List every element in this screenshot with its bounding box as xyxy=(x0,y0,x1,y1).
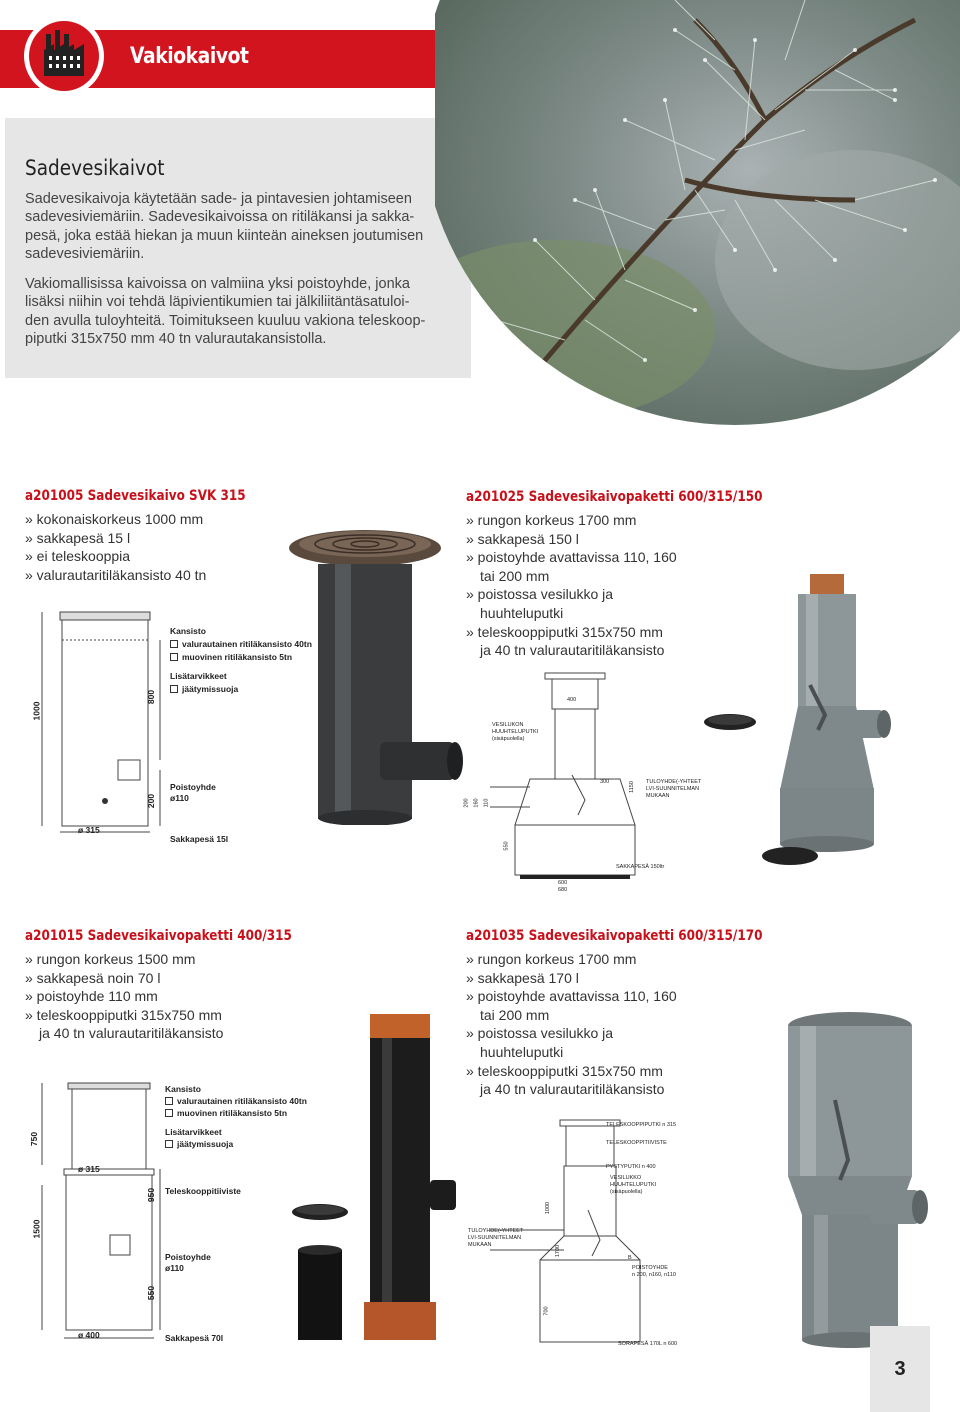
bullet-continuation: ja 40 tn valurautaritiläkansisto xyxy=(39,1025,224,1042)
bullet-continuation: tai 200 mm xyxy=(480,1006,550,1023)
product-title: a201005 Sadevesikaivo SVK 315 xyxy=(25,488,246,504)
drawing-option: muovinen ritiläkansisto 5tn xyxy=(165,1108,287,1118)
product-photo-400-315 xyxy=(290,1010,460,1355)
text-line: den avulla tuloyhteitä. Toimitukseen kuuluu vakiona teleskoop- xyxy=(25,312,426,329)
product-photo-600-315-150 xyxy=(700,570,945,870)
drawing-label: HUUHTELUPUTKI xyxy=(610,1182,657,1188)
text-line: pesä, joka estää hiekan ja muun kiinteän aineksen joutumisen xyxy=(25,227,424,244)
dimension-label: 200 xyxy=(463,798,470,808)
dimension-label: 950 xyxy=(146,1187,157,1203)
drawing-label: n 200, n160, n110 xyxy=(632,1272,676,1278)
bullet: » teleskooppiputki 315x750 mm xyxy=(25,1006,222,1023)
drawing-label: Sakkapesä 15l xyxy=(170,834,229,844)
drawing-option: muovinen ritiläkansisto 5tn xyxy=(170,652,292,662)
text-line: lisäksi niihin voi tehdä läpivientikumien tai jälkiliitäntäsatuloi- xyxy=(25,294,410,311)
intro-paragraph-2 xyxy=(25,275,455,349)
drawing-option: valurautainen ritiläkansisto 40tn xyxy=(170,639,312,649)
drawing-option: valurautainen ritiläkansisto 40tn xyxy=(165,1096,307,1106)
drawing-label: Teleskooppitiiviste xyxy=(165,1186,241,1196)
drawing-label: HUUHTELUPUTKI xyxy=(492,729,539,735)
drawing-label: Poistoyhde xyxy=(170,782,216,792)
product-photo-600-315-170 xyxy=(720,1010,950,1350)
drawing-label: ø 400 xyxy=(78,1330,100,1340)
text-line: piputki 315x750 mm 40 tn valurautakansistolla. xyxy=(25,331,327,348)
drawing-label: (sisäpuolella) xyxy=(492,736,525,742)
drawing-label: POISTOYHDE xyxy=(632,1265,668,1271)
product-bullets xyxy=(25,950,223,1043)
drawing-label: ø110 xyxy=(165,1263,184,1273)
dimension-label: 680 xyxy=(558,887,568,893)
product-title: a201015 Sadevesikaivopaketti 400/315 xyxy=(25,928,292,944)
drawing-label: Lisätarvikkeet xyxy=(165,1127,222,1137)
page-title: Vakiokaivot xyxy=(130,44,249,69)
text-line: sadevesiviemäriin. xyxy=(25,246,145,263)
drawing-label: Lisätarvikkeet xyxy=(170,671,227,681)
drawing-label: TELESKOOPPITIIVISTE xyxy=(606,1140,667,1146)
bullet-continuation: huuhteluputki xyxy=(480,604,564,621)
product-bullets xyxy=(466,511,677,660)
drawing-label: ø110 xyxy=(170,793,189,803)
bullet: » rungon korkeus 1700 mm xyxy=(466,951,637,967)
intro-paragraph-1 xyxy=(25,190,455,264)
dimension-label: 600 xyxy=(558,880,568,886)
dimension-label: 550 xyxy=(503,841,510,851)
text-line: Sadevesikaivoja käytetään sade- ja pintavesien johtamiseen xyxy=(25,191,412,207)
drawing-label: TULOYHDE(-YHTEET xyxy=(468,1228,524,1234)
product-title: a201035 Sadevesikaivopaketti 600/315/170 xyxy=(466,928,763,944)
dimension-label: 1000 xyxy=(545,1201,552,1215)
product-bullets xyxy=(466,950,677,1099)
bullet-continuation: huuhteluputki xyxy=(480,1043,564,1060)
bullet: » sakkapesä noin 70 l xyxy=(25,969,161,986)
product-title: a201025 Sadevesikaivopaketti 600/315/150 xyxy=(466,489,763,505)
dimension-label: 1150 xyxy=(628,781,635,793)
intro-title: Sadevesikaivot xyxy=(25,156,165,180)
drawing-label: (sisäpuolella) xyxy=(610,1189,643,1195)
dimension-label: 1700 xyxy=(555,1244,562,1258)
dimension-label: 750 xyxy=(29,1131,40,1147)
dimension-label: 110 xyxy=(483,798,490,808)
bullet: » sakkapesä 15 l xyxy=(25,529,131,546)
dimension-label: 550 xyxy=(146,1285,157,1301)
technical-drawing-svk315 xyxy=(20,600,190,840)
bullet: » poistoyhde avattavissa 110, 160 xyxy=(466,988,677,1005)
drawing-label: LVI-SUUNNITELMAN xyxy=(468,1235,522,1241)
bullet: » poistoyhde avattavissa 110, 160 xyxy=(466,549,677,566)
drawing-label: MUKAAN xyxy=(646,793,670,799)
dimension-label: 1500 xyxy=(31,1219,42,1239)
dimension-label: 160 xyxy=(473,798,480,808)
bullet-continuation: ja 40 tn valurautaritiläkansisto xyxy=(480,642,665,659)
dimension-label: 1000 xyxy=(31,701,42,721)
dimension-label: 800 xyxy=(146,689,157,705)
bullet: » kokonaiskorkeus 1000 mm xyxy=(25,511,204,527)
drawing-label: MUKAAN xyxy=(468,1242,492,1248)
product-photo-svk315 xyxy=(285,520,465,825)
dimension-label: 300 xyxy=(600,779,610,785)
bullet: » poistossa vesilukko ja xyxy=(466,1025,614,1042)
bullet: » ei teleskooppia xyxy=(25,548,131,565)
drawing-option: jäätymissuoja xyxy=(165,1139,233,1149)
factory-logo-icon xyxy=(22,14,106,98)
bullet: » sakkapesä 170 l xyxy=(466,969,579,986)
drawing-label: TULOYHDE(-YHTEET xyxy=(646,779,702,785)
bullet: » teleskooppiputki 315x750 mm xyxy=(466,1062,663,1079)
drawing-label: PYSTYPUTKI n 400 xyxy=(606,1164,656,1170)
page-number: 3 xyxy=(870,1326,930,1412)
drawing-label: Sakkapesä 70l xyxy=(165,1333,224,1343)
dimension-label: 700 xyxy=(543,1306,550,1316)
bullet-continuation: tai 200 mm xyxy=(480,567,550,584)
drawing-label: LVI-SUUNNITELMAN xyxy=(646,786,700,792)
bullet: » valurautaritiläkansisto 40 tn xyxy=(25,566,207,583)
bullet-continuation: ja 40 tn valurautaritiläkansisto xyxy=(480,1081,665,1098)
bullet: » teleskooppiputki 315x750 mm xyxy=(466,623,663,640)
bullet: » rungon korkeus 1500 mm xyxy=(25,951,196,967)
drawing-label: TELESKOOPPIPUTKI n 315 xyxy=(606,1122,677,1128)
pine-branch-photo xyxy=(435,0,960,425)
drawing-option: jäätymissuoja xyxy=(170,684,238,694)
dimension-label: 400 xyxy=(567,697,577,703)
drawing-label: ø 315 xyxy=(78,825,100,835)
drawing-label: ø 315 xyxy=(78,1164,100,1174)
drawing-label: SAKKAPESÄ 150ltr xyxy=(616,864,665,870)
text-line: Vakiomallisissa kaivoissa on valmiina yksi poistoyhde, jonka xyxy=(25,276,410,292)
drawing-label: VESILUKKO xyxy=(610,1175,642,1181)
dimension-label: 200 xyxy=(146,793,157,809)
product-bullets xyxy=(25,510,206,584)
drawing-label: Kansisto xyxy=(165,1084,201,1094)
drawing-label: Kansisto xyxy=(170,626,206,636)
drawing-label: SORAPESÄ 170L n 600 xyxy=(618,1341,678,1347)
drawing-label: VESILUKON xyxy=(492,722,524,728)
bullet: » poistossa vesilukko ja xyxy=(466,586,614,603)
drawing-label: B xyxy=(628,1255,632,1261)
bullet: » rungon korkeus 1700 mm xyxy=(466,512,637,528)
drawing-label: Poistoyhde xyxy=(165,1252,211,1262)
text-line: sadevesiviemäriin. Sadevesikaivoissa on ritiläkansi ja sakka- xyxy=(25,209,415,226)
bullet: » sakkapesä 150 l xyxy=(466,530,579,547)
bullet: » poistoyhde 110 mm xyxy=(25,988,158,1005)
